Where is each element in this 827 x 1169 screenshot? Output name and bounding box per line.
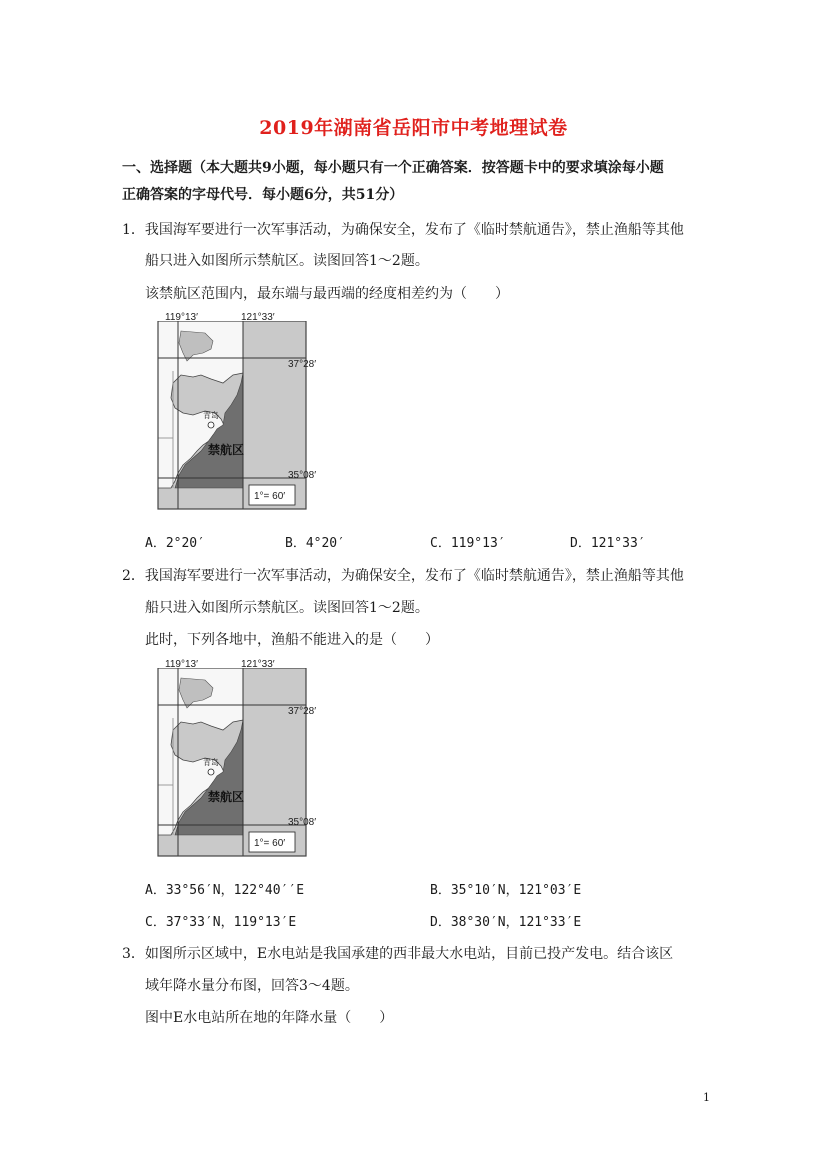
q2-option-b: B．35°10′N，121°03′E <box>430 883 582 898</box>
section-header-line2: 正确答案的字母代号．每小题6分，共51分） <box>122 187 404 203</box>
lon-east-label: 121°33′ <box>241 312 275 323</box>
q3-question: 图中E水电站所在地的年降水量（ ） <box>145 1010 394 1026</box>
q1-option-c: C．119°13′ <box>430 536 506 551</box>
q2-map-figure <box>153 659 317 861</box>
lat-north-label: 37°28′ <box>288 706 317 717</box>
q2-stem-line1: 2．我国海军要进行一次军事活动，为确保安全，发布了《临时禁航通告》，禁止渔船等其他 <box>122 568 684 584</box>
lat-south-label: 35°08′ <box>288 470 317 481</box>
ban-zone-map <box>153 312 317 510</box>
q2-option-c: C．37°33′N，119°13′E <box>145 915 297 930</box>
q1-option-a: A．2°20′ <box>145 536 205 551</box>
q2-question: 此时，下列各地中，渔船不能进入的是（ ） <box>145 632 439 648</box>
section-header-line1: 一、选择题（本大题共9小题，每小题只有一个正确答案．按答题卡中的要求填涂每小题 <box>122 160 664 176</box>
q3-stem-line1: 3．如图所示区域中，E水电站是我国承建的西非最大水电站，目前已投产发电。结合该区 <box>122 946 674 962</box>
lon-east-label: 121°33′ <box>241 659 275 670</box>
q1-option-d: D．121°33′ <box>570 536 646 551</box>
ban-zone-map-2 <box>153 659 317 857</box>
city-label: 青岛 <box>203 411 219 420</box>
q1-option-b: B．4°20′ <box>285 536 345 551</box>
lon-west-label: 119°13′ <box>165 312 198 323</box>
q2-stem-line2: 船只进入如图所示禁航区。读图回答1～2题。 <box>145 600 429 616</box>
zone-label: 禁航区 <box>208 443 245 457</box>
scale-note: 1°= 60′ <box>254 838 286 849</box>
page-title: 2019年湖南省岳阳市中考地理试卷 <box>259 117 568 139</box>
lon-west-label: 119°13′ <box>165 659 198 670</box>
lat-south-label: 35°08′ <box>288 817 317 828</box>
zone-label: 禁航区 <box>208 790 245 804</box>
q1-stem-line1: 1．我国海军要进行一次军事活动，为确保安全，发布了《临时禁航通告》，禁止渔船等其他 <box>122 222 684 238</box>
q2-option-a: A．33°56′N，122°40′′E <box>145 883 305 898</box>
city-label: 青岛 <box>203 758 219 767</box>
q3-stem-line2: 域年降水量分布图，回答3～4题。 <box>145 978 359 994</box>
page-number: 1 <box>703 1091 710 1104</box>
q1-map-figure <box>153 312 317 514</box>
q2-option-d: D．38°30′N，121°33′E <box>430 915 582 930</box>
scale-note: 1°= 60′ <box>254 491 286 502</box>
lat-north-label: 37°28′ <box>288 359 317 370</box>
q1-question: 该禁航区范围内，最东端与最西端的经度相差约为（ ） <box>145 286 509 302</box>
q1-stem-line2: 船只进入如图所示禁航区。读图回答1～2题。 <box>145 253 429 269</box>
